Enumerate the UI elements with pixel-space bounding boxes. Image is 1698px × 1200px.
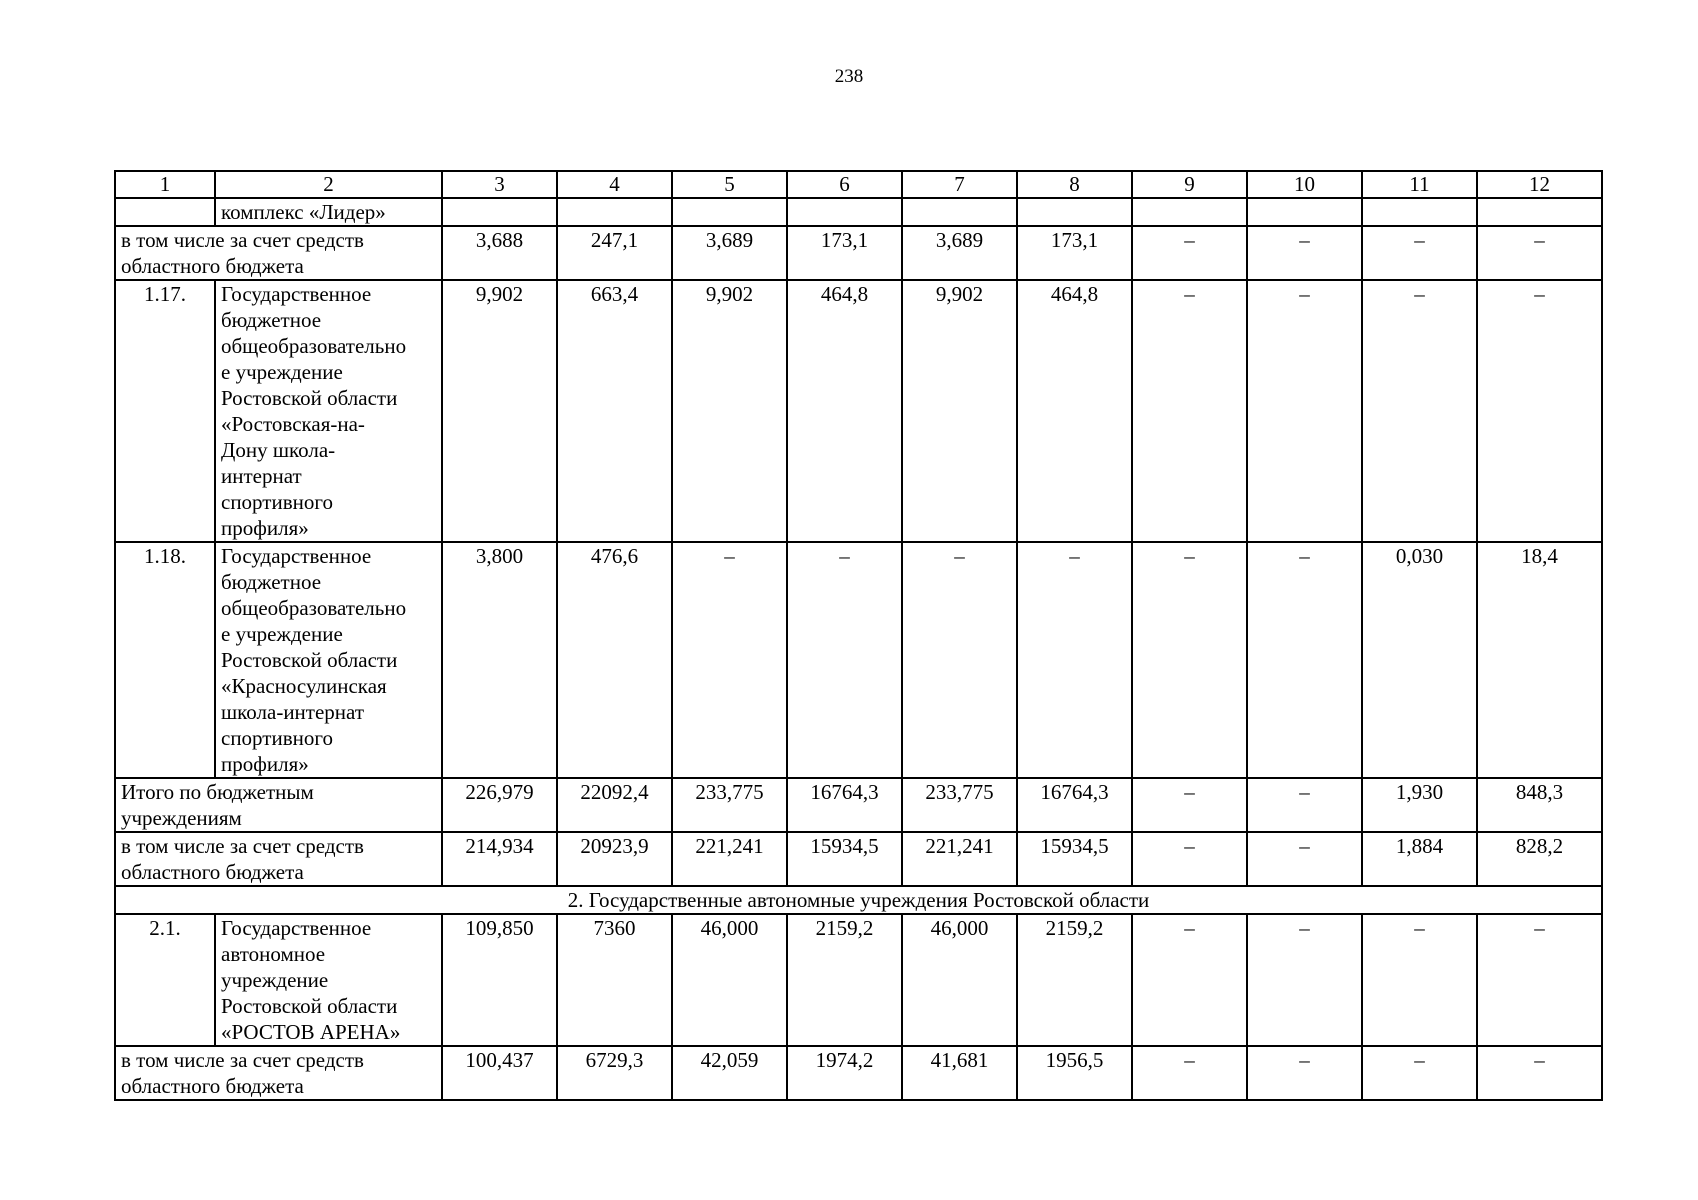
value-cell: 0,030 — [1362, 542, 1477, 778]
value-cell: – — [1132, 1046, 1247, 1100]
table-row — [115, 226, 1602, 280]
value-cell: 1956,5 — [1017, 1046, 1132, 1100]
item-number: 1.18. — [115, 542, 215, 778]
value-cell — [442, 198, 557, 226]
budget-table — [114, 170, 1603, 1101]
value-cell: 20923,9 — [557, 832, 672, 886]
table-row — [115, 914, 1602, 1046]
table-row — [115, 778, 1602, 832]
header-cell: 10 — [1247, 171, 1362, 198]
table-body — [115, 171, 1602, 1100]
header-cell: 1 — [115, 171, 215, 198]
value-cell: 1,930 — [1362, 778, 1477, 832]
value-cell: – — [1247, 280, 1362, 542]
value-cell: – — [1362, 280, 1477, 542]
item-name: Государственное бюджетное общеобразовательно е учреждение Ростовской области «Красносулинская школа-интернат спортивного профиля» — [215, 542, 442, 778]
value-cell: 173,1 — [1017, 226, 1132, 280]
value-cell — [1132, 198, 1247, 226]
value-cell: – — [1247, 778, 1362, 832]
value-cell: – — [1247, 832, 1362, 886]
value-cell: 100,437 — [442, 1046, 557, 1100]
value-cell: 9,902 — [902, 280, 1017, 542]
value-cell: – — [1247, 914, 1362, 1046]
row-label: в том числе за счет средств областного бюджета — [115, 1046, 442, 1100]
value-cell: 15934,5 — [1017, 832, 1132, 886]
value-cell: – — [1247, 1046, 1362, 1100]
value-cell: 828,2 — [1477, 832, 1602, 886]
value-cell: 41,681 — [902, 1046, 1017, 1100]
header-cell: 2 — [215, 171, 442, 198]
value-cell: 233,775 — [672, 778, 787, 832]
value-cell: 3,688 — [442, 226, 557, 280]
table-row — [115, 832, 1602, 886]
value-cell: 464,8 — [1017, 280, 1132, 542]
item-number: 1.17. — [115, 280, 215, 542]
header-cell: 11 — [1362, 171, 1477, 198]
page-number: 238 — [834, 66, 864, 87]
value-cell: 16764,3 — [787, 778, 902, 832]
value-cell: – — [1247, 226, 1362, 280]
value-cell: 3,800 — [442, 542, 557, 778]
header-cell: 9 — [1132, 171, 1247, 198]
value-cell: 2159,2 — [1017, 914, 1132, 1046]
value-cell: 16764,3 — [1017, 778, 1132, 832]
value-cell: 663,4 — [557, 280, 672, 542]
header-row — [115, 171, 1602, 198]
item-number: 2.1. — [115, 914, 215, 1046]
header-cell: 6 — [787, 171, 902, 198]
value-cell: 1974,2 — [787, 1046, 902, 1100]
value-cell: – — [1132, 280, 1247, 542]
value-cell: – — [672, 542, 787, 778]
value-cell — [1017, 198, 1132, 226]
value-cell: 464,8 — [787, 280, 902, 542]
value-cell — [1477, 198, 1602, 226]
item-name: Государственное автономное учреждение Ростовской области «РОСТОВ АРЕНА» — [215, 914, 442, 1046]
value-cell: 476,6 — [557, 542, 672, 778]
value-cell: 848,3 — [1477, 778, 1602, 832]
section-row — [115, 886, 1602, 914]
value-cell: 22092,4 — [557, 778, 672, 832]
header-cell: 7 — [902, 171, 1017, 198]
value-cell: – — [1362, 914, 1477, 1046]
row-label: в том числе за счет средств областного бюджета — [115, 226, 442, 280]
value-cell: 226,979 — [442, 778, 557, 832]
value-cell: – — [1132, 778, 1247, 832]
value-cell: – — [1477, 280, 1602, 542]
row-label: в том числе за счет средств областного бюджета — [115, 832, 442, 886]
value-cell — [672, 198, 787, 226]
value-cell — [1247, 198, 1362, 226]
header-cell: 5 — [672, 171, 787, 198]
value-cell: – — [1017, 542, 1132, 778]
value-cell: 9,902 — [442, 280, 557, 542]
value-cell: – — [1132, 226, 1247, 280]
value-cell: – — [787, 542, 902, 778]
header-cell: 3 — [442, 171, 557, 198]
section-title: 2. Государственные автономные учреждения Ростовской области — [115, 886, 1602, 914]
value-cell: – — [1132, 914, 1247, 1046]
value-cell: – — [902, 542, 1017, 778]
table-row — [115, 542, 1602, 778]
value-cell — [787, 198, 902, 226]
value-cell: 3,689 — [902, 226, 1017, 280]
value-cell: – — [1247, 542, 1362, 778]
value-cell: 6729,3 — [557, 1046, 672, 1100]
value-cell: 46,000 — [902, 914, 1017, 1046]
value-cell: – — [1477, 1046, 1602, 1100]
header-cell: 12 — [1477, 171, 1602, 198]
table-row — [115, 1046, 1602, 1100]
value-cell: – — [1477, 914, 1602, 1046]
value-cell: 2159,2 — [787, 914, 902, 1046]
table-row — [115, 280, 1602, 542]
header-cell: 4 — [557, 171, 672, 198]
value-cell: 42,059 — [672, 1046, 787, 1100]
value-cell — [1362, 198, 1477, 226]
table-row — [115, 198, 1602, 226]
value-cell: 173,1 — [787, 226, 902, 280]
value-cell: 221,241 — [672, 832, 787, 886]
value-cell: 15934,5 — [787, 832, 902, 886]
item-name: Государственное бюджетное общеобразовательно е учреждение Ростовской области «Ростовская-на- Дону школа- интернат спортивного профиля» — [215, 280, 442, 542]
value-cell: 18,4 — [1477, 542, 1602, 778]
value-cell: 46,000 — [672, 914, 787, 1046]
header-cell: 8 — [1017, 171, 1132, 198]
value-cell — [902, 198, 1017, 226]
value-cell: 7360 — [557, 914, 672, 1046]
value-cell: 9,902 — [672, 280, 787, 542]
value-cell: – — [1132, 542, 1247, 778]
item-name: комплекс «Лидер» — [215, 198, 442, 226]
value-cell: – — [1132, 832, 1247, 886]
value-cell: 1,884 — [1362, 832, 1477, 886]
value-cell: 221,241 — [902, 832, 1017, 886]
value-cell — [557, 198, 672, 226]
value-cell: 109,850 — [442, 914, 557, 1046]
item-number — [115, 198, 215, 226]
value-cell: – — [1362, 1046, 1477, 1100]
value-cell: 3,689 — [672, 226, 787, 280]
row-label: Итого по бюджетным учреждениям — [115, 778, 442, 832]
value-cell: 233,775 — [902, 778, 1017, 832]
value-cell: – — [1477, 226, 1602, 280]
value-cell: 214,934 — [442, 832, 557, 886]
value-cell: 247,1 — [557, 226, 672, 280]
value-cell: – — [1362, 226, 1477, 280]
